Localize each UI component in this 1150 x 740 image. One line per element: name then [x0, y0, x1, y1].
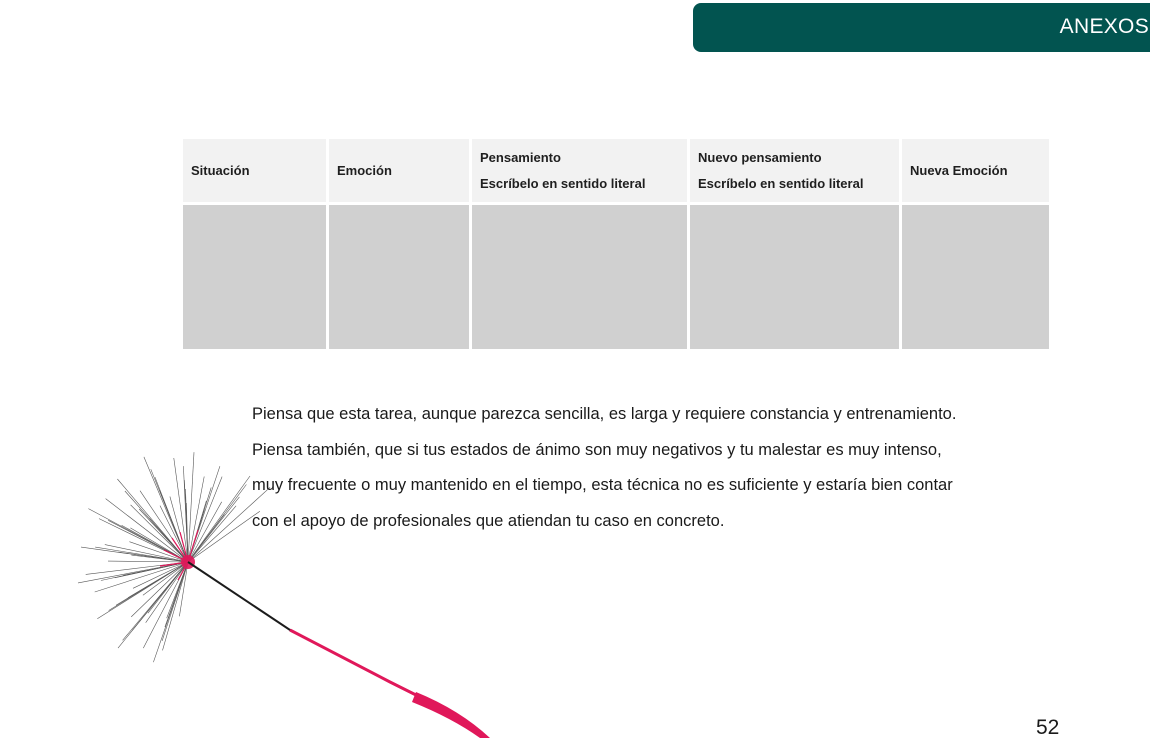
cell-emocion[interactable]: [329, 205, 469, 349]
column-header-emocion: Emoción: [329, 139, 469, 205]
paragraph-line: muy frecuente o muy mantenido en el tiempo, esta técnica no es suficiente y estaría bien contar: [252, 476, 953, 494]
cell-nuevo-pensamiento[interactable]: [690, 205, 899, 349]
worksheet-table: [180, 139, 1052, 349]
paragraph-line: Piensa también, que si tus estados de ánimo son muy negativos y tu malestar es muy intenso,: [252, 440, 942, 459]
section-header-tab: [693, 3, 1150, 52]
paragraph-line: con el apoyo de profesionales que atiendan tu caso en concreto.: [252, 511, 725, 530]
cell-pensamiento[interactable]: [472, 205, 687, 349]
column-header-nueva-emocion: Nueva Emoción: [902, 139, 1049, 205]
table-header-row: [183, 139, 1049, 205]
cell-situacion[interactable]: [183, 205, 326, 349]
column-header-nuevo-pensamiento: Nuevo pensamiento Escríbelo en sentido literal: [690, 139, 899, 205]
column-header-situacion: Situación: [183, 139, 326, 205]
table-row: [183, 205, 1049, 349]
page-number: 52: [1036, 716, 1060, 739]
column-header-pensamiento: Pensamiento Escríbelo en sentido literal: [472, 139, 687, 205]
dandelion-seed-illustration: [60, 420, 500, 738]
paragraph-line: Piensa que esta tarea, aunque parezca sencilla, es larga y requiere constancia y entrenamiento.: [252, 405, 957, 423]
cell-nueva-emocion[interactable]: [902, 205, 1049, 349]
section-header-label: ANEXOS: [1059, 15, 1149, 38]
